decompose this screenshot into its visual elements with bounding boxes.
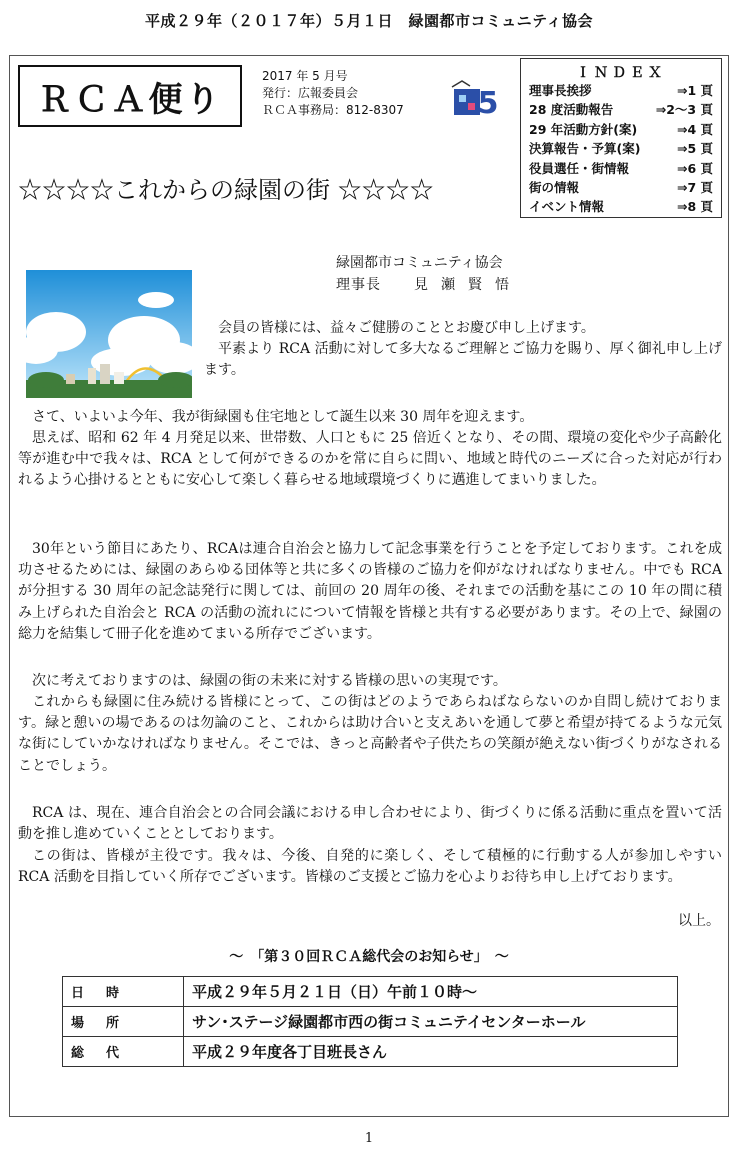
index-item[interactable]: [529, 197, 713, 216]
icon-figure: [452, 81, 470, 87]
index-item-label: 決算報告・予算(案): [529, 141, 641, 157]
closing-text: 以上。: [678, 913, 720, 929]
index-item-label: 役員選任・街情報: [529, 160, 630, 176]
chair-name: 見瀬賢悟: [414, 277, 522, 293]
paragraph: 思えば、昭和 62 年 4 月発足以来、世帯数、人口ともに 25 倍近くとなり、その間、環境の変化や少子高齢化等が進む中で我々は、RCA として何ができるのかを常に自らに問い、地域と時代のニーズに合った対応が行われるよう心掛けるとともに安心して楽しく暮らせる地域環境づくりに邁進してまいりました。: [18, 430, 722, 489]
row-key-venue: 場所: [63, 1007, 184, 1037]
paragraph: さて、いよいよ今年、我が街緑園も住宅地として誕生以来 30 周年を迎えます。: [32, 409, 534, 425]
index-item-page: ⇒1 頁: [676, 83, 713, 98]
index-item-page: ⇒5 頁: [676, 141, 713, 157]
index-item-page: ⇒8 頁: [676, 199, 713, 215]
issue-number-icon: [450, 77, 502, 121]
row-value-venue: サン･ステージ緑園都市西の街コミュニテイセンターホール: [184, 1007, 678, 1037]
paragraph: 会員の皆様には、益々ご健勝のこととお慶び申し上げます。: [218, 320, 595, 336]
icon-number: 5: [477, 86, 499, 121]
row-key-datetime: 日時: [63, 977, 184, 1007]
row-value-delegates: 平成２９年度各丁目班長さん: [184, 1037, 678, 1067]
icon-window: [459, 95, 466, 102]
index-title: ＩＮＤＥＸ: [576, 65, 666, 81]
index-box: [520, 58, 722, 218]
index-item-label: 29 年活動方針(案): [529, 121, 638, 137]
article-headline: ☆☆☆☆これからの緑園の街 ☆☆☆☆: [18, 176, 434, 204]
index-item[interactable]: [529, 100, 713, 119]
paragraph: 平素より RCA 活動に対して多大なるご理解とご協力を賜り、厚く御礼申し上げます。: [204, 341, 722, 379]
newsletter-logo: ＲＣＡ便り: [18, 65, 242, 127]
index-list: [529, 81, 713, 217]
table-row: [63, 1037, 678, 1067]
notice-title: ～ 「第３０回ＲＣＡ総代会のお知らせ」 ～: [229, 949, 509, 965]
table-row: [63, 977, 678, 1007]
publisher-label: 発行：広報委員会: [262, 86, 359, 100]
index-item-page: ⇒4 頁: [676, 121, 713, 137]
newsletter-date-header: 平成２９年（２０１７年）５月１日 緑園都市コミュニティ協会: [144, 12, 593, 30]
paragraph: これからも緑園に住み続ける皆様にとって、この街はどのようであらねばならないのか自問し続けております。緑と憩いの場であるのは勿論のこと、これからは助け合いと支えあいを通して夢と希望が持てるような元気な街にしていかなければなりません。そこでは、きっと高齢者や子供たちの笑顔が絶えない街づくりがなされることでしょう。: [18, 694, 722, 774]
table-row: [63, 1007, 678, 1037]
row-key-delegates: 総代: [63, 1037, 184, 1067]
paragraph: この街は、皆様が主役です。我々は、今後、自発的に楽しく、そして積極的に行動する人が参加しやすい RCA 活動を目指していく所存でございます。皆様のご支援とご協力を心よりお待ち申し上げております。: [18, 848, 722, 886]
office-label: ＲＣＡ事務局：812-8307: [262, 103, 404, 117]
masthead: [262, 68, 404, 119]
index-item-label: 28 度活動報告: [529, 102, 614, 118]
icon-block: [454, 89, 480, 115]
chair-title: 理事長: [336, 277, 381, 293]
paragraph: RCA は、現在、連合自治会との合同会議における申し合わせにより、街づくりに係る活動に重点を置いて活動を推し進めていくこととしております。: [18, 805, 722, 843]
meeting-info-table: [62, 976, 678, 1067]
index-item-label: 理事長挨拶: [529, 83, 592, 98]
index-item[interactable]: [529, 139, 713, 158]
index-item-label: イベント情報: [529, 199, 605, 215]
page-number: 1: [364, 1131, 374, 1146]
sky-town-illustration: [26, 270, 192, 398]
paragraph: 30年という節目にあたり、RCAは連合自治会と協力して記念事業を行うことを予定しております。これを成功させるためには、緑園のあらゆる団体等と共に多くの皆様のご協力を仰がなければなりません。中でも RCA が分担する 30 周年の記念誌発行に関しては、前回の 20 周年の後、それまでの活動を基にこの 10 年の間に積み上げられた自治会と RCA の活動の流れにについて情報を皆様と共有する必要があります。その上で、緑園の総力を結集して冊子化を進めてまいる所存でございます。: [18, 541, 722, 642]
index-item[interactable]: [529, 120, 713, 139]
icon-window: [468, 103, 475, 110]
index-item[interactable]: [529, 81, 713, 100]
index-item[interactable]: [529, 178, 713, 197]
organization-name: 緑園都市コミュニティ協会: [336, 255, 503, 271]
row-value-datetime: 平成２９年５月２１日（日）午前１０時～: [184, 977, 678, 1007]
paragraph: 次に考えておりますのは、緑園の街の未来に対する皆様の思いの実現です。: [32, 673, 507, 689]
index-item[interactable]: [529, 159, 713, 178]
index-item-page: ⇒2～3 頁: [655, 102, 713, 118]
index-item-page: ⇒7 頁: [676, 179, 713, 195]
index-item-label: 街の情報: [529, 179, 580, 195]
index-item-page: ⇒6 頁: [676, 160, 713, 176]
issue-label: 2017 年 5 月号: [262, 69, 348, 83]
